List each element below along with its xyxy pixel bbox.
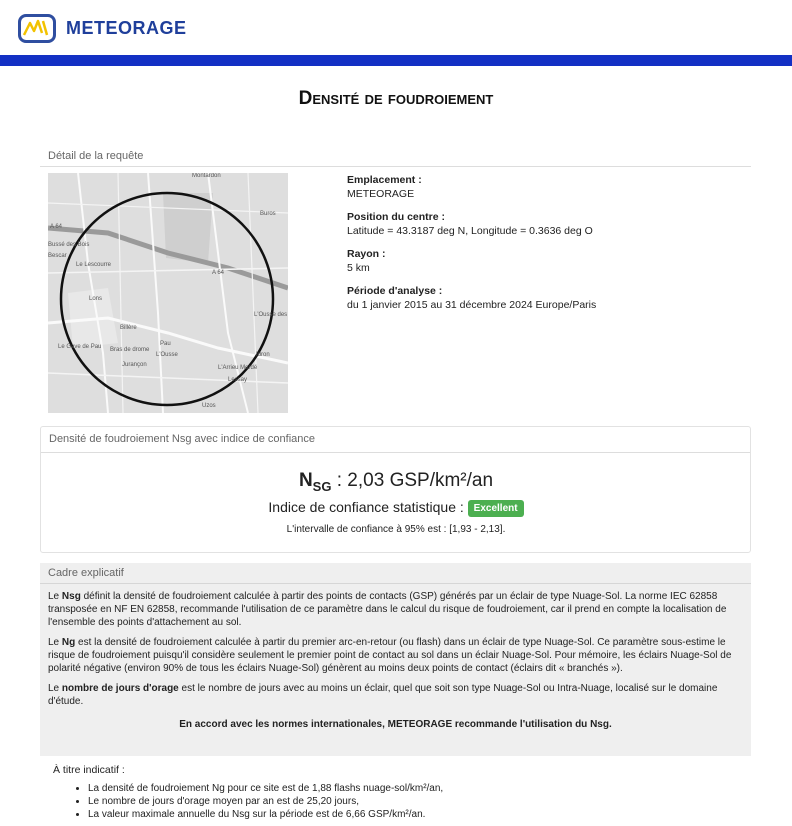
svg-text:L'Ousse: L'Ousse: [156, 352, 178, 358]
confidence-badge: Excellent: [468, 500, 524, 517]
confidence-interval: L'intervalle de confiance à 95% est : [1,93 - 2,13].: [286, 524, 506, 535]
indicative-list: [88, 782, 443, 821]
svg-text:Montardon: Montardon: [192, 173, 221, 179]
p2-prefix: Le: [48, 637, 62, 648]
svg-text:Bras de drome: Bras de drome: [110, 347, 150, 353]
request-info: [347, 173, 747, 321]
nsg-definition: [48, 590, 743, 629]
p3-term: nombre de jours d'orage: [61, 683, 179, 694]
brand-name: METEORAGE: [66, 18, 187, 38]
svg-text:L'Ousse des: L'Ousse des: [254, 312, 288, 318]
nsg-value: [0, 470, 792, 494]
p1-prefix: Le: [48, 591, 62, 602]
nsg-subscript: SG: [312, 478, 332, 494]
recommendation: En accord avec les normes internationales, METEORAGE recommande l'utilisation du Nsg.: [179, 719, 612, 730]
svg-text:Lons: Lons: [89, 296, 103, 302]
radius-label: Rayon :: [347, 248, 386, 260]
ng-definition: [48, 636, 743, 675]
svg-text:Pau: Pau: [160, 341, 171, 347]
list-item: • La valeur maximale annuelle du Nsg sur la période est de 6,66 GSP/km²/an.: [88, 808, 443, 821]
header-bar: [0, 55, 792, 66]
location-value: METEORAGE: [347, 188, 415, 200]
explanation-section-title: Cadre explicatif: [40, 563, 751, 584]
meteorage-logo-icon: [18, 14, 56, 43]
svg-text:Billère: Billère: [120, 325, 137, 331]
p1-text: définit la densité de foudroiement calculée à partir des points de contacts (GSP) générés par un éclair de type Nuage-Sol. La norme IEC 62858 transposée en NF EN 62858, recommande l'utilisation de ce paramètre dans le calcul du risque de foudroiement, car il prend en compte la localisation de l'ensemble des points d'attachement au sol.: [48, 591, 727, 628]
confidence-index: [0, 499, 792, 517]
svg-text:L'Arrieu Merdé: L'Arrieu Merdé: [218, 365, 258, 371]
confidence-label: Indice de confiance statistique :: [268, 499, 464, 515]
page-title: Densité de foudroiement: [298, 88, 494, 109]
request-section-title: Détail de la requête: [40, 146, 751, 167]
radius-value: 5 km: [347, 262, 370, 274]
svg-text:Le Lescourre: Le Lescourre: [76, 262, 112, 268]
indicative-title: À titre indicatif :: [53, 764, 125, 776]
svg-text:A 64: A 64: [50, 224, 63, 230]
p2-text: est la densité de foudroiement calculée à partir du premier arc-en-retour (ou flash) dans un éclair de type Nuage-Sol. Ce paramètre sous-estime le risque de foudroiement puisqu'il considère seulement le premier point de contact au sol dans un éclair Nuage-Sol. Pour mémoire, les éclairs Nuage-Sol de polarité négative (environ 90% de tous les éclairs Nuage-Sol) génèrent au moins deux points de contact (éclairs dit « branchés »).: [48, 637, 732, 674]
p1-term: Nsg: [61, 591, 81, 602]
svg-text:Le Gave de Pau: Le Gave de Pau: [58, 344, 102, 350]
p3-prefix: Le: [48, 683, 62, 694]
location-map: [48, 173, 288, 413]
nsg-symbol: N: [298, 470, 313, 491]
svg-text:Idron: Idron: [256, 352, 270, 358]
density-section-title: Densité de foudroiement Nsg avec indice de confiance: [41, 427, 750, 453]
explanation-section: [40, 563, 751, 756]
center-position-label: Position du centre :: [347, 211, 446, 223]
list-item: • La densité de foudroiement Ng pour ce site est de 1,88 flashs nuage-sol/km²/an,: [88, 782, 443, 795]
svg-text:Jurançon: Jurançon: [122, 362, 147, 368]
list-item: • Le nombre de jours d'orage moyen par an est de 25,20 jours,: [88, 795, 443, 808]
svg-text:Uzos: Uzos: [202, 403, 216, 409]
p3-text: est le nombre de jours avec au moins un éclair, quel que soit son type Nuage-Sol ou Intra-Nuage, localisé sur le domaine d'étude.: [48, 683, 718, 707]
request-section: [40, 146, 751, 167]
header: [0, 0, 792, 55]
svg-text:Lessay: Lessay: [228, 377, 248, 383]
analysis-period-label: Période d'analyse :: [347, 285, 443, 297]
center-position-value: Latitude = 43.3187 deg N, Longitude = 0.3636 deg O: [347, 225, 593, 237]
svg-text:Buros: Buros: [260, 211, 276, 217]
analysis-period-value: du 1 janvier 2015 au 31 décembre 2024 Europe/Paris: [347, 299, 597, 311]
svg-text:A 64: A 64: [212, 270, 225, 276]
location-label: Emplacement :: [347, 174, 422, 186]
storm-days-definition: [48, 682, 743, 708]
p2-term: Ng: [61, 637, 76, 648]
svg-text:Bussé des Bois: Bussé des Bois: [48, 242, 90, 248]
svg-text:Bescar: Bescar: [48, 253, 67, 259]
nsg-number: : 2,03 GSP/km²/an: [331, 470, 494, 491]
